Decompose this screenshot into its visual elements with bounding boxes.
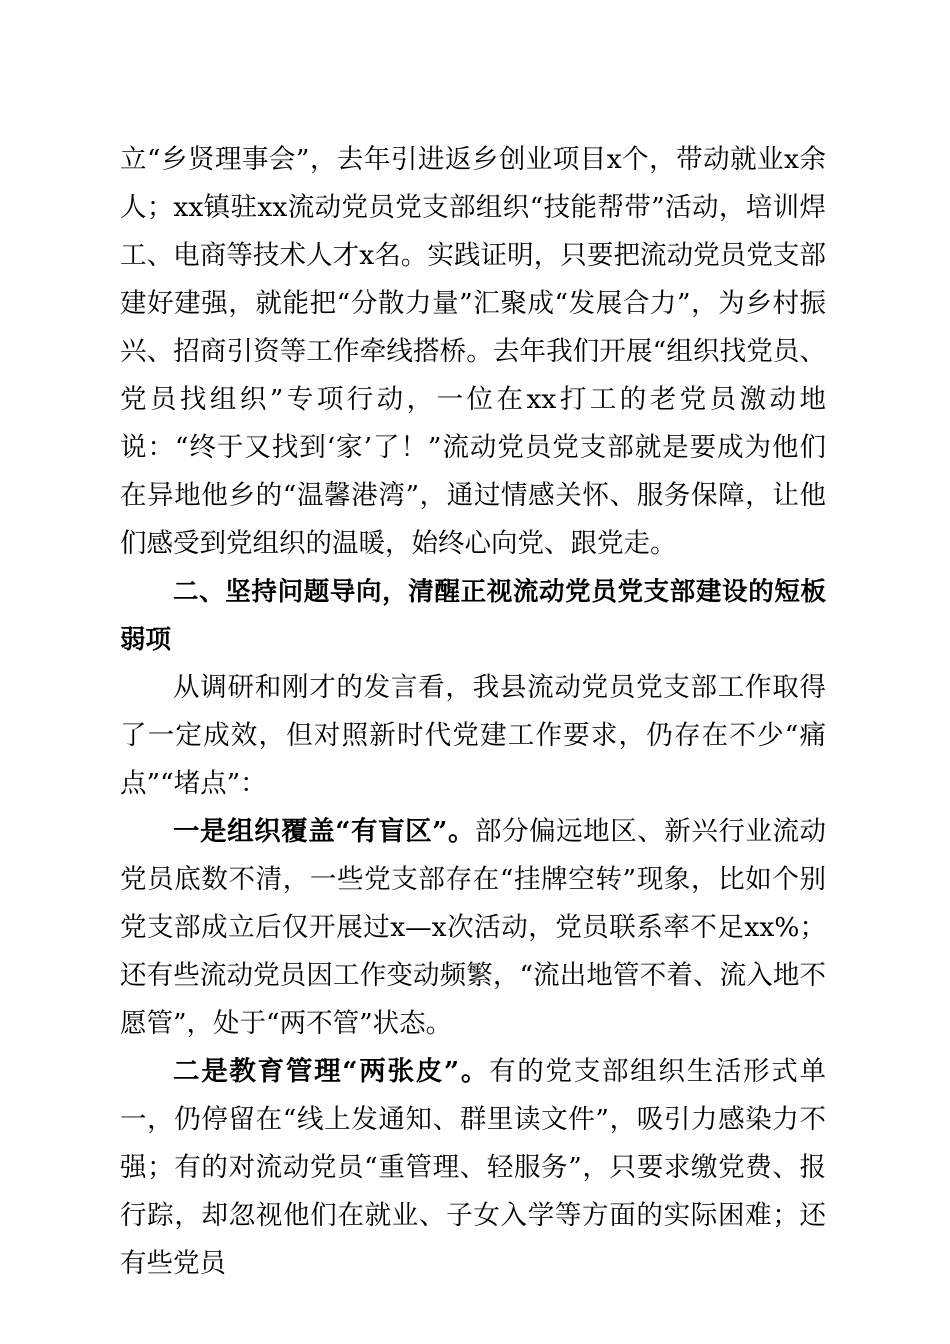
point-lead-2: 二是教育管理“两张皮”。 — [173, 1056, 490, 1087]
document-body — [120, 136, 826, 1288]
point-text-1: 部分偏远地区、新兴行业流动党员底数不清，一些党支部存在“挂牌空转”现象，比如个别党支部成立后仅开展过x—x次活动，党员联系率不足xx%；还有些流动党员因工作变动频繁，“流出地管不着、流入地不愿管”，处于“两不管”状态。 — [120, 816, 826, 1039]
intro-paragraph: 从调研和刚才的发言看，我县流动党员党支部工作取得了一定成效，但对照新时代党建工作要求，仍存在不少“痛点”“堵点”： — [120, 672, 826, 799]
point-text-2: 有的党支部组织生活形式单一，仍停留在“线上发通知、群里读文件”，吸引力感染力不强；有的对流动党员“重管理、轻服务”，只要求缴党费、报行踪，却忽视他们在就业、子女入学等方面的实际困难；还有些党员 — [120, 1056, 826, 1279]
section-heading: 二、坚持问题导向，清醒正视流动党员党支部建设的短板弱项 — [120, 577, 826, 655]
point-paragraph-1 — [120, 808, 826, 1048]
paragraph-continuation: 立“乡贤理事会”，去年引进返乡创业项目x个，带动就业x余人；xx镇驻xx流动党员党支部组织“技能帮带”活动，培训焊工、电商等技术人才x名。实践证明，只要把流动党员党支部建好建强，就能把“分散力量”汇聚成“发展合力”，为乡村振兴、招商引资等工作牵线搭桥。去年我们开展“组织找党员、党员找组织”专项行动，一位在xx打工的老党员激动地说：“终于又找到‘家’了！”流动党员党支部就是要成为他们在异地他乡的“温馨港湾”，通过情感关怀、服务保障，让他们感受到党组织的温暖，始终心向党、跟党走。 — [120, 144, 826, 559]
point-paragraph-2 — [120, 1048, 826, 1288]
point-lead-1: 一是组织覆盖“有盲区”。 — [173, 816, 475, 847]
